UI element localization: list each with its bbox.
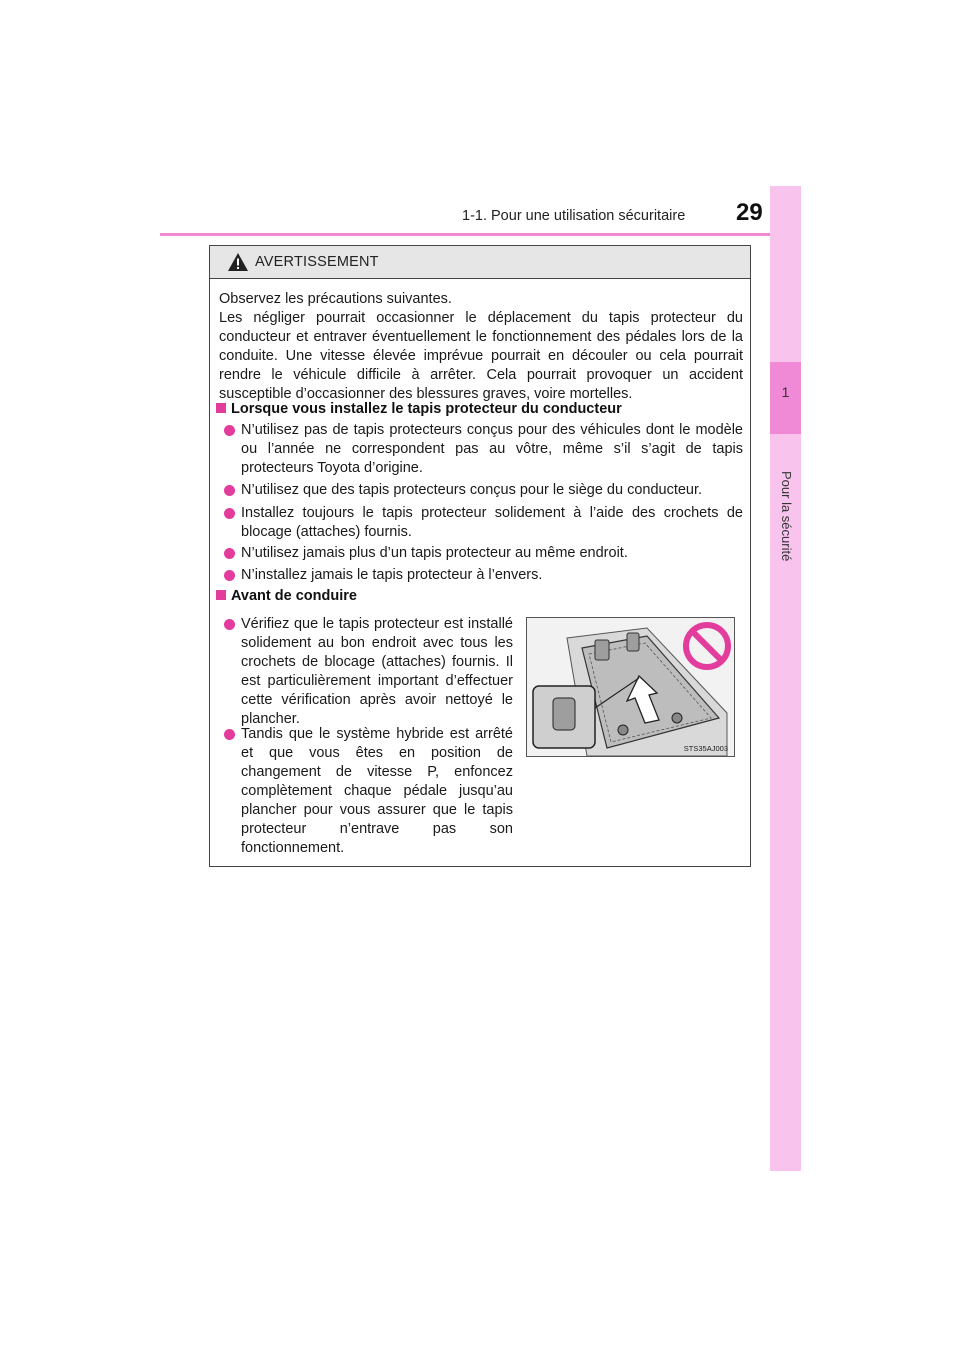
warning-header	[210, 246, 750, 279]
bullet-dot-icon	[224, 570, 235, 581]
list-item-text: Tandis que le système hybride est arrêté et que vous êtes en position de changement de vitesse P, enfoncez complètement chaque pédale jusqu’au plancher pour vous assurer que le tapis protecteur n’entrave pas son fonctionnement.	[241, 726, 513, 856]
side-chapter-tab	[770, 186, 801, 1171]
list-item	[224, 481, 744, 501]
bullet-dot-icon	[224, 729, 235, 740]
bullet-dot-icon	[224, 619, 235, 630]
section-heading-driver-mat: Lorsque vous installez le tapis protecteur du conducteur	[216, 401, 622, 417]
warning-title: AVERTISSEMENT	[255, 254, 379, 270]
list-item-text: N’utilisez jamais plus d’un tapis protecteur au même endroit.	[241, 545, 628, 561]
list-item-text: Vérifiez que le tapis protecteur est installé solidement au bon endroit avec tous les crochets de blocage (attaches) fournis. Il est particulièrement important d’effectuer cette vérification après avoir nettoyé le plancher.	[241, 616, 513, 727]
section-heading-before-driving: Avant de conduire	[216, 588, 357, 604]
header-rule	[160, 233, 770, 236]
list-item	[224, 504, 744, 544]
chapter-title: Pour la sécurité	[779, 471, 794, 562]
intro-text: Observez les précautions suivantes. Les négliger pourrait occasionner le déplacement du tapis protecteur du conducteur et entraver éventuellement le fonctionnement des pédales lors de la conduite. Une vitesse élevée imprévue pourrait en découler ou cela pourrait rendre le véhicule difficile à arrêter. Cela pourrait provoquer un accident susceptible d’occasionner des blessures graves, voire mortelles.	[219, 291, 743, 402]
floor-mat-illustration	[526, 617, 735, 757]
floor-mat-drawing	[527, 618, 734, 756]
warning-triangle-icon	[227, 252, 249, 272]
list-item	[224, 725, 514, 855]
bullet-dot-icon	[224, 485, 235, 496]
bullet-dot-icon	[224, 508, 235, 519]
page-number: 29	[736, 199, 763, 226]
bullet-dot-icon	[224, 548, 235, 559]
list-item	[224, 615, 514, 725]
bullet-dot-icon	[224, 425, 235, 436]
list-item-text: Installez toujours le tapis protecteur solidement à l’aide des crochets de blocage (attaches) fournis.	[241, 505, 743, 540]
square-bullet-icon	[216, 403, 226, 413]
figure-code: STS35AJ003	[683, 744, 728, 753]
list-item-text: N’utilisez pas de tapis protecteurs conçus pour des véhicules dont le modèle ou l’année ne correspondent pas au vôtre, même s’il s’agit de tapis protecteurs Toyota d’origine.	[241, 422, 743, 476]
warning-intro	[219, 290, 743, 404]
list-item	[224, 544, 744, 564]
chapter-label: 1-1. Pour une utilisation sécuritaire	[462, 208, 686, 224]
list-item	[224, 566, 744, 586]
chapter-number: 1	[781, 384, 790, 400]
square-bullet-icon	[216, 590, 226, 600]
list-item	[224, 421, 744, 479]
list-item-text: N’installez jamais le tapis protecteur à l’envers.	[241, 567, 543, 583]
warning-box	[209, 245, 751, 867]
list-item-text: N’utilisez que des tapis protecteurs conçus pour le siège du conducteur.	[241, 482, 703, 498]
